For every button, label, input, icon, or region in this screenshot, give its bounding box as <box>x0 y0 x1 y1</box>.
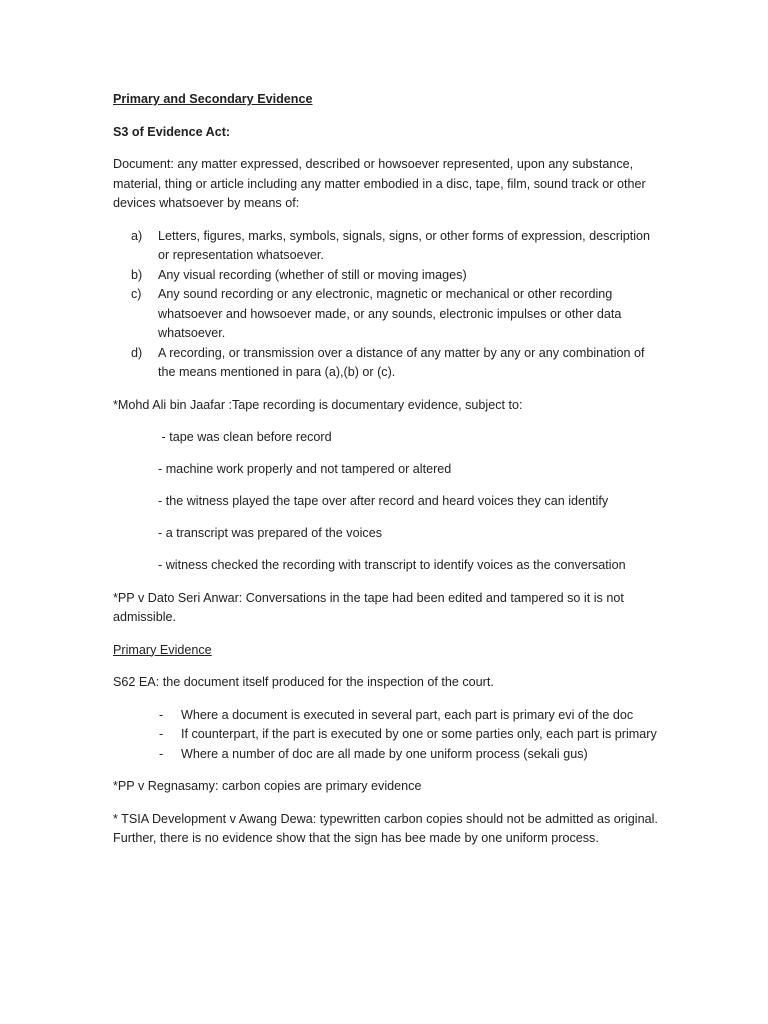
tape-condition: - a transcript was prepared of the voices <box>158 526 382 540</box>
section-heading: S3 of Evidence Act: <box>113 124 231 139</box>
list-marker: c) <box>131 287 142 301</box>
list-item <box>113 266 658 286</box>
list-item-text: A recording, or transmission over a distance of any matter by any or any combination of the means mentioned in para (a),(b) or (c). <box>158 345 645 379</box>
list-item-text: Where a document is executed in several part, each part is primary evi of the doc <box>181 707 634 722</box>
document-body <box>113 90 658 862</box>
list-item <box>113 285 658 344</box>
tape-condition: - the witness played the tape over after record and heard voices they can identify <box>158 494 609 508</box>
case-regnasamy: *PP v Regnasamy: carbon copies are primary evidence <box>113 779 422 793</box>
case-mohd-ali: *Mohd Ali bin Jaafar :Tape recording is documentary evidence, subject to: <box>113 397 523 412</box>
list-item <box>113 745 658 765</box>
tape-condition: - tape was clean before record <box>158 430 332 444</box>
list-item-text: Any sound recording or any electronic, magnetic or mechanical or other recording whatsoever and howsoever made, or any sounds, electronic impulses or other data whatsoever. <box>158 287 622 340</box>
s62-paragraph: S62 EA: the document itself produced for the inspection of the court. <box>113 675 494 689</box>
list-marker: d) <box>131 345 143 360</box>
list-item-text: Any visual recording (whether of still or moving images) <box>158 267 467 282</box>
tape-condition: - witness checked the recording with transcript to identify voices as the conversation <box>158 558 626 572</box>
tape-conditions-list <box>113 428 658 576</box>
tape-condition: - machine work properly and not tampered or altered <box>158 462 452 476</box>
definition-paragraph: Document: any matter expressed, described or howsoever represented, upon any substance, material, thing or article including any matter embodied in a disc, tape, film, sound track or other devices whatsoever by means of: <box>113 157 646 210</box>
list-item-text: Letters, figures, marks, symbols, signals, signs, or other forms of expression, description or representation whatsoever. <box>158 228 651 262</box>
list-item-text: If counterpart, if the part is executed by one or some parties only, each part is primary <box>181 727 657 741</box>
definition-list <box>113 227 658 383</box>
document-title: Primary and Secondary Evidence <box>113 92 313 106</box>
list-marker: a) <box>131 228 143 243</box>
list-item-text: Where a number of doc are all made by one uniform process (sekali gus) <box>181 746 588 761</box>
primary-evidence-heading: Primary Evidence <box>113 642 212 657</box>
list-marker: - <box>159 746 164 761</box>
list-item <box>113 344 658 383</box>
case-tsia: * TSIA Development v Awang Dewa: typewritten carbon copies should not be admitted as original. Further, there is no evidence show that the sign has bee made by one uniform process. <box>113 811 658 845</box>
list-marker: - <box>159 727 164 741</box>
case-anwar: *PP v Dato Seri Anwar: Conversations in the tape had been edited and tampered so it is not admissible. <box>113 590 624 624</box>
primary-evidence-list <box>113 706 658 765</box>
list-item <box>113 725 658 745</box>
list-marker: b) <box>131 267 143 282</box>
list-item <box>113 227 658 266</box>
list-marker: - <box>159 707 164 722</box>
list-item <box>113 706 658 726</box>
